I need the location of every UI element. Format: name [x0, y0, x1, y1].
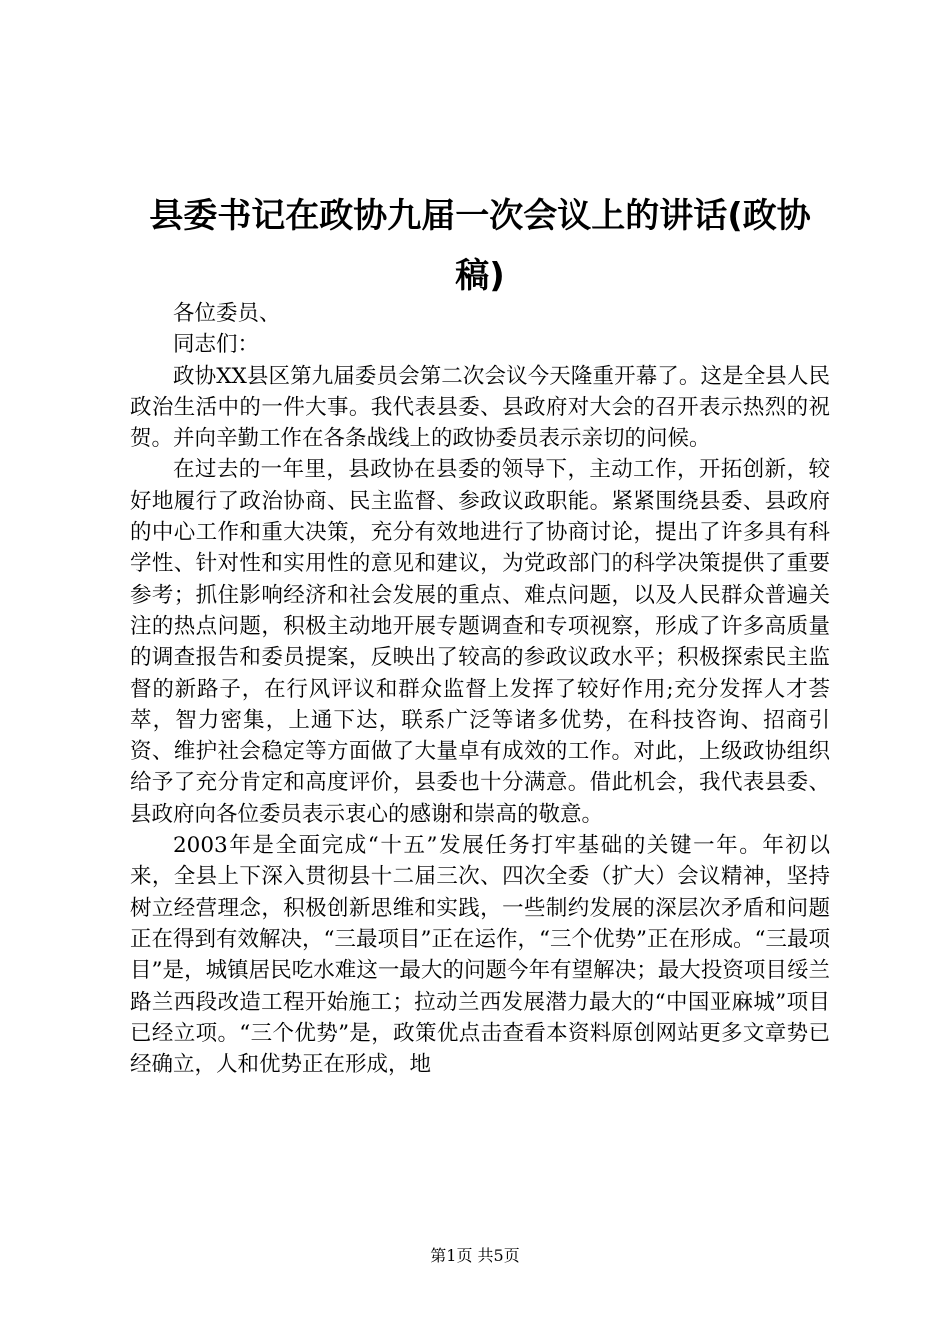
salutation-line-2: 同志们： — [173, 332, 260, 358]
salutation-line-1: 各位委员、 — [173, 301, 281, 326]
paragraph-1: 政协XX县区第九届委员会第二次会议今天隆重开幕了。这是全县人民政治生活中的一件大事。我代表县委、县政府对大会的召开表示热烈的祝贺。并向辛勤工作在各条战线上的政协委员表示亲切的问候。 — [130, 363, 830, 452]
paragraph-2: 在过去的一年里，县政协在县委的领导下，主动工作，开拓创新，较好地履行了政治协商、民主监督、参政议政职能。紧紧围绕县委、县政府的中心工作和重大决策，充分有效地进行了协商讨论，提出了许多具有科学性、针对性和实用性的意见和建议，为党政部门的科学决策提供了重要参考；抓住影响经济和社会发展的重点、难点问题，以及人民群众普遍关注的热点问题，积极主动地开展专题调查和专项视察，形成了许多高质量的调查报告和委员提案，反映出了较高的参政议政水平；积极探索民主监督的新路子，在行风评议和群众监督上发挥了较好作用;充分发挥人才荟萃，智力密集，上通下达，联系广泛等诸多优势，在科技咨询、招商引资、维护社会稳定等方面做了大量卓有成效的工作。对此，上级政协组织给予了充分肯定和高度评价，县委也十分满意。借此机会，我代表县委、县政府向各位委员表示衷心的感谢和崇高的敬意。 — [130, 457, 830, 827]
page-footer: 第1页 共5页 — [430, 1246, 520, 1265]
document-title: 县委书记在政协九届一次会议上的讲话(政协稿) — [149, 196, 811, 296]
paragraph-3: 2003年是全面完成“十五”发展任务打牢基础的关键一年。年初以来，全县上下深入贯彻县十二届三次、四次全委（扩大）会议精神，坚持树立经营理念，积极创新思维和实践，一些制约发展的深层次矛盾和问题正在得到有效解决，“三最项目”正在运作，“三个优势”正在形成。“三最项目”是，城镇居民吃水难这一最大的问题今年有望解决；最大投资项目绥兰路兰西段改造工程开始施工；拉动兰西发展潜力最大的“中国亚麻城”项目已经立项。“三个优势”是，政策优点击查看本资料原创网站更多文章势已经确立，人和优势正在形成，地 — [130, 833, 830, 1078]
document-body — [130, 298, 830, 1080]
